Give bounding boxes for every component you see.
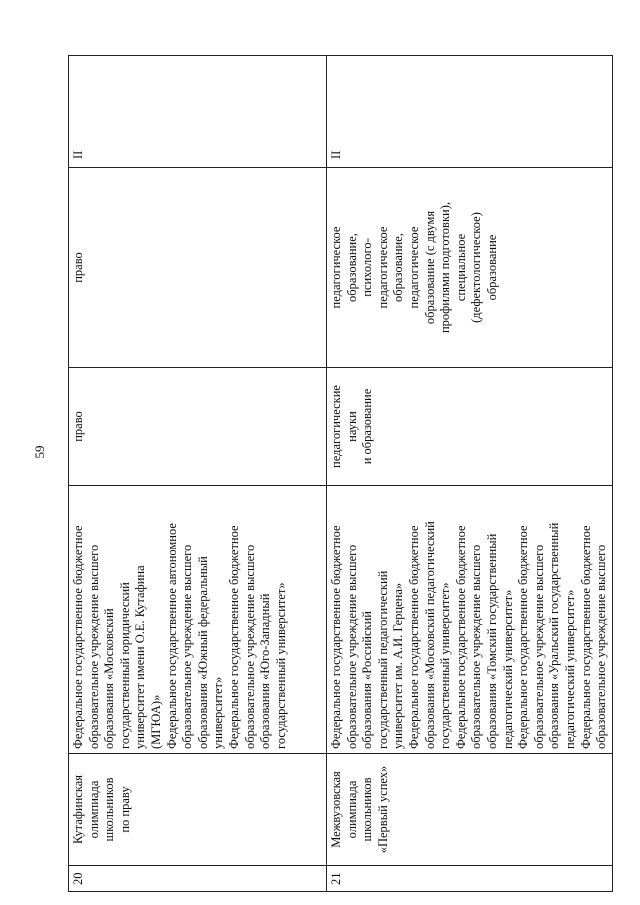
- name-line: школьников: [360, 777, 375, 842]
- profile-cell: [69, 368, 327, 486]
- organizers-cell: [327, 486, 613, 754]
- organizer-line: образования «Московский педагогический: [422, 521, 437, 749]
- row-number: 20: [69, 866, 327, 892]
- organizer-line: университет»: [211, 676, 226, 749]
- organizer-line: образовательное учреждение высшего: [180, 544, 195, 749]
- organizer-line: Федеральное государственное бюджетное: [226, 525, 241, 749]
- organizer-line: (МГЮА)»: [148, 694, 163, 749]
- organizer-line: Федеральное государственное бюджетное: [578, 525, 593, 749]
- specialty-line: образование,: [344, 233, 359, 302]
- level-cell: II: [327, 56, 613, 168]
- specialty-cell: [69, 168, 327, 368]
- organizer-line: государственный университет»: [438, 582, 453, 749]
- specialty-line: педагогическое: [406, 226, 421, 309]
- profile-line: науки: [344, 411, 359, 442]
- row-number: 21: [327, 866, 613, 892]
- organizer-line: государственный педагогический: [375, 570, 390, 749]
- profile-line: и образование: [360, 388, 375, 465]
- specialty-cell: [327, 168, 613, 368]
- specialty-line: образование,: [391, 233, 406, 302]
- organizers-cell: [69, 486, 327, 754]
- specialty-line: (дефектологическое): [469, 212, 484, 323]
- organizer-line: образовательное учреждение высшего: [86, 544, 101, 749]
- name-line: олимпиада: [86, 780, 101, 839]
- specialty-line: образование: [484, 234, 499, 301]
- organizer-line: образовательное учреждение высшего: [594, 544, 609, 749]
- level-cell: II: [69, 56, 327, 168]
- name-line: олимпиада: [344, 780, 359, 839]
- table-row: [327, 56, 613, 892]
- organizer-line: образования «Московский: [102, 608, 117, 749]
- specialty-line: право: [71, 252, 85, 283]
- profile-line: право: [71, 411, 85, 442]
- profile-cell: [327, 368, 613, 486]
- organizer-line: образовательное учреждение высшего: [242, 544, 257, 749]
- organizer-line: образования «Томский государственный: [484, 533, 499, 749]
- olympiad-table-wrapper: [68, 56, 609, 892]
- page-number: 59: [32, 445, 47, 459]
- specialty-line: педагогическое: [329, 226, 343, 309]
- specialty-line: профилями подготовки),: [438, 201, 453, 334]
- organizer-line: Федеральное государственное бюджетное: [516, 525, 531, 749]
- specialty-line: педагогическое: [375, 226, 390, 309]
- specialty-line: образование (с двумя: [422, 210, 437, 325]
- organizer-line: Федеральное государственное бюджетное: [453, 525, 468, 749]
- specialty-line: специальное: [453, 233, 468, 302]
- organizer-line: педагогический университет»: [500, 589, 515, 749]
- organizer-line: государственный юридический: [117, 582, 132, 749]
- organizer-line: образования «Юго-Западный: [258, 593, 273, 749]
- name-line: Кутафинская: [71, 774, 85, 845]
- olympiad-name: [69, 754, 327, 866]
- table-row: [69, 56, 327, 892]
- organizer-line: Федеральное государственное бюджетное: [329, 525, 343, 749]
- organizer-line: педагогический университет»: [562, 589, 577, 749]
- organizer-line: университет им. А.И. Герцена»: [391, 582, 406, 749]
- olympiad-table: [68, 55, 613, 892]
- name-line: по праву: [117, 786, 132, 833]
- organizer-line: государственный университет»: [273, 582, 288, 749]
- specialty-line: психолого-: [360, 238, 375, 297]
- olympiad-name: [327, 754, 613, 866]
- name-line: Межвузовская: [329, 771, 343, 848]
- organizer-line: Федеральное государственное бюджетное: [71, 525, 85, 749]
- organizer-line: университет имени О.Е. Кутафина: [133, 565, 148, 749]
- organizer-line: Федеральное государственное бюджетное: [406, 525, 421, 749]
- organizer-line: образовательное учреждение высшего: [469, 544, 484, 749]
- name-line: «Первый успех»: [375, 765, 390, 854]
- profile-line: педагогические: [329, 385, 343, 468]
- name-line: школьников: [102, 777, 117, 842]
- organizer-line: образовательное учреждение высшего: [344, 544, 359, 749]
- organizer-line: образовательное учреждение высшего: [531, 544, 546, 749]
- organizer-line: Федеральное государственное автономное: [164, 523, 179, 749]
- organizer-line: образования «Российский: [360, 611, 375, 749]
- organizer-line: образования «Южный федеральный: [195, 556, 210, 749]
- organizer-line: образования «Уральский государственный: [547, 522, 562, 749]
